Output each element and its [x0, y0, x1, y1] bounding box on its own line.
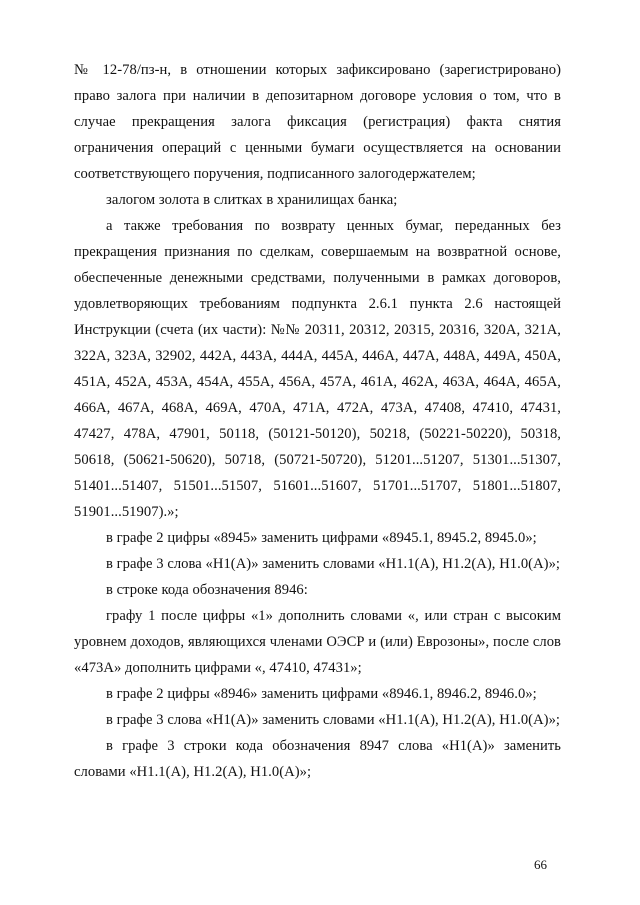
paragraph-8946-heading: в строке кода обозначения 8946:: [106, 582, 308, 598]
paragraph-8946-column-2: в графе 2 цифры «8946» заменить цифрами «8946.1, 8946.2, 8946.0»;: [106, 686, 537, 702]
page-number: 66: [534, 857, 547, 872]
paragraph-8947-column-3: в графе 3 строки кода обозначения 8947 слова «Н1(А)» заменить словами «Н1.1(А), Н1.2(А), Н1.0(А)»;: [74, 738, 561, 780]
paragraph-8946-column-3: в графе 3 слова «Н1(А)» заменить словами «Н1.1(А), Н1.2(А), Н1.0(А)»;: [106, 712, 561, 728]
body-text: [74, 57, 561, 785]
paragraph-8945-column-3: в графе 3 слова «Н1(А)» заменить словами «Н1.1(А), Н1.2(А), Н1.0(А)»;: [106, 556, 561, 572]
paragraph-pledge-continuation: № 12-78/пз-н, в отношении которых зафиксировано (зарегистрировано) право залога при наличии в депозитарном договоре условия о том, что в случае прекращения залога фиксация (регистрация) факта снятия ограничения операций с ценными бумаги осуществляется на основании соответствующего поручения, подписанного залогодержателем;: [74, 62, 561, 182]
paragraph-8945-column-2: в графе 2 цифры «8945» заменить цифрами «8945.1, 8945.2, 8945.0»;: [106, 530, 537, 546]
paragraph-8946-column-1: графу 1 после цифры «1» дополнить словами «, или стран с высоким уровнем доходов, являющихся членами ОЭСР и (или) Еврозоны», после слов «473А» дополнить цифрами «, 47410, 47431»;: [74, 608, 561, 676]
paragraph-gold-bullion: залогом золота в слитках в хранилищах банка;: [106, 192, 398, 208]
paragraph-securities-return: а также требования по возврату ценных бумаг, переданных без прекращения признания по сделкам, совершаемым на возвратной основе, обеспеченные денежными средствами, полученными в рамках договоров, удовлетворяющих требованиям подпункта 2.6.1 пункта 2.6 настоящей Инструкции (счета (их части): №№ 20311, 20312, 20315, 20316, 320А, 321А, 322А, 323А, 32902, 442А, 443А, 444А, 445А, 446А, 447А, 448А, 449А, 450А, 451А, 452А, 453А, 454А, 455А, 456А, 457А, 461А, 462А, 463А, 464А, 465А, 466А, 467А, 468А, 469А, 470А, 471А, 472А, 473А, 47408, 47410, 47431, 47427, 478А, 47901, 50118, (50121-50120), 50218, (50221-50220), 50318, 50618, (50621-50620), 50718, (50721-50720), 51201...51207, 51301...51307, 51401...51407, 51501...51507, 51601...51607, 51701...51707, 51801...51807, 51901...51907).»;: [74, 218, 561, 520]
